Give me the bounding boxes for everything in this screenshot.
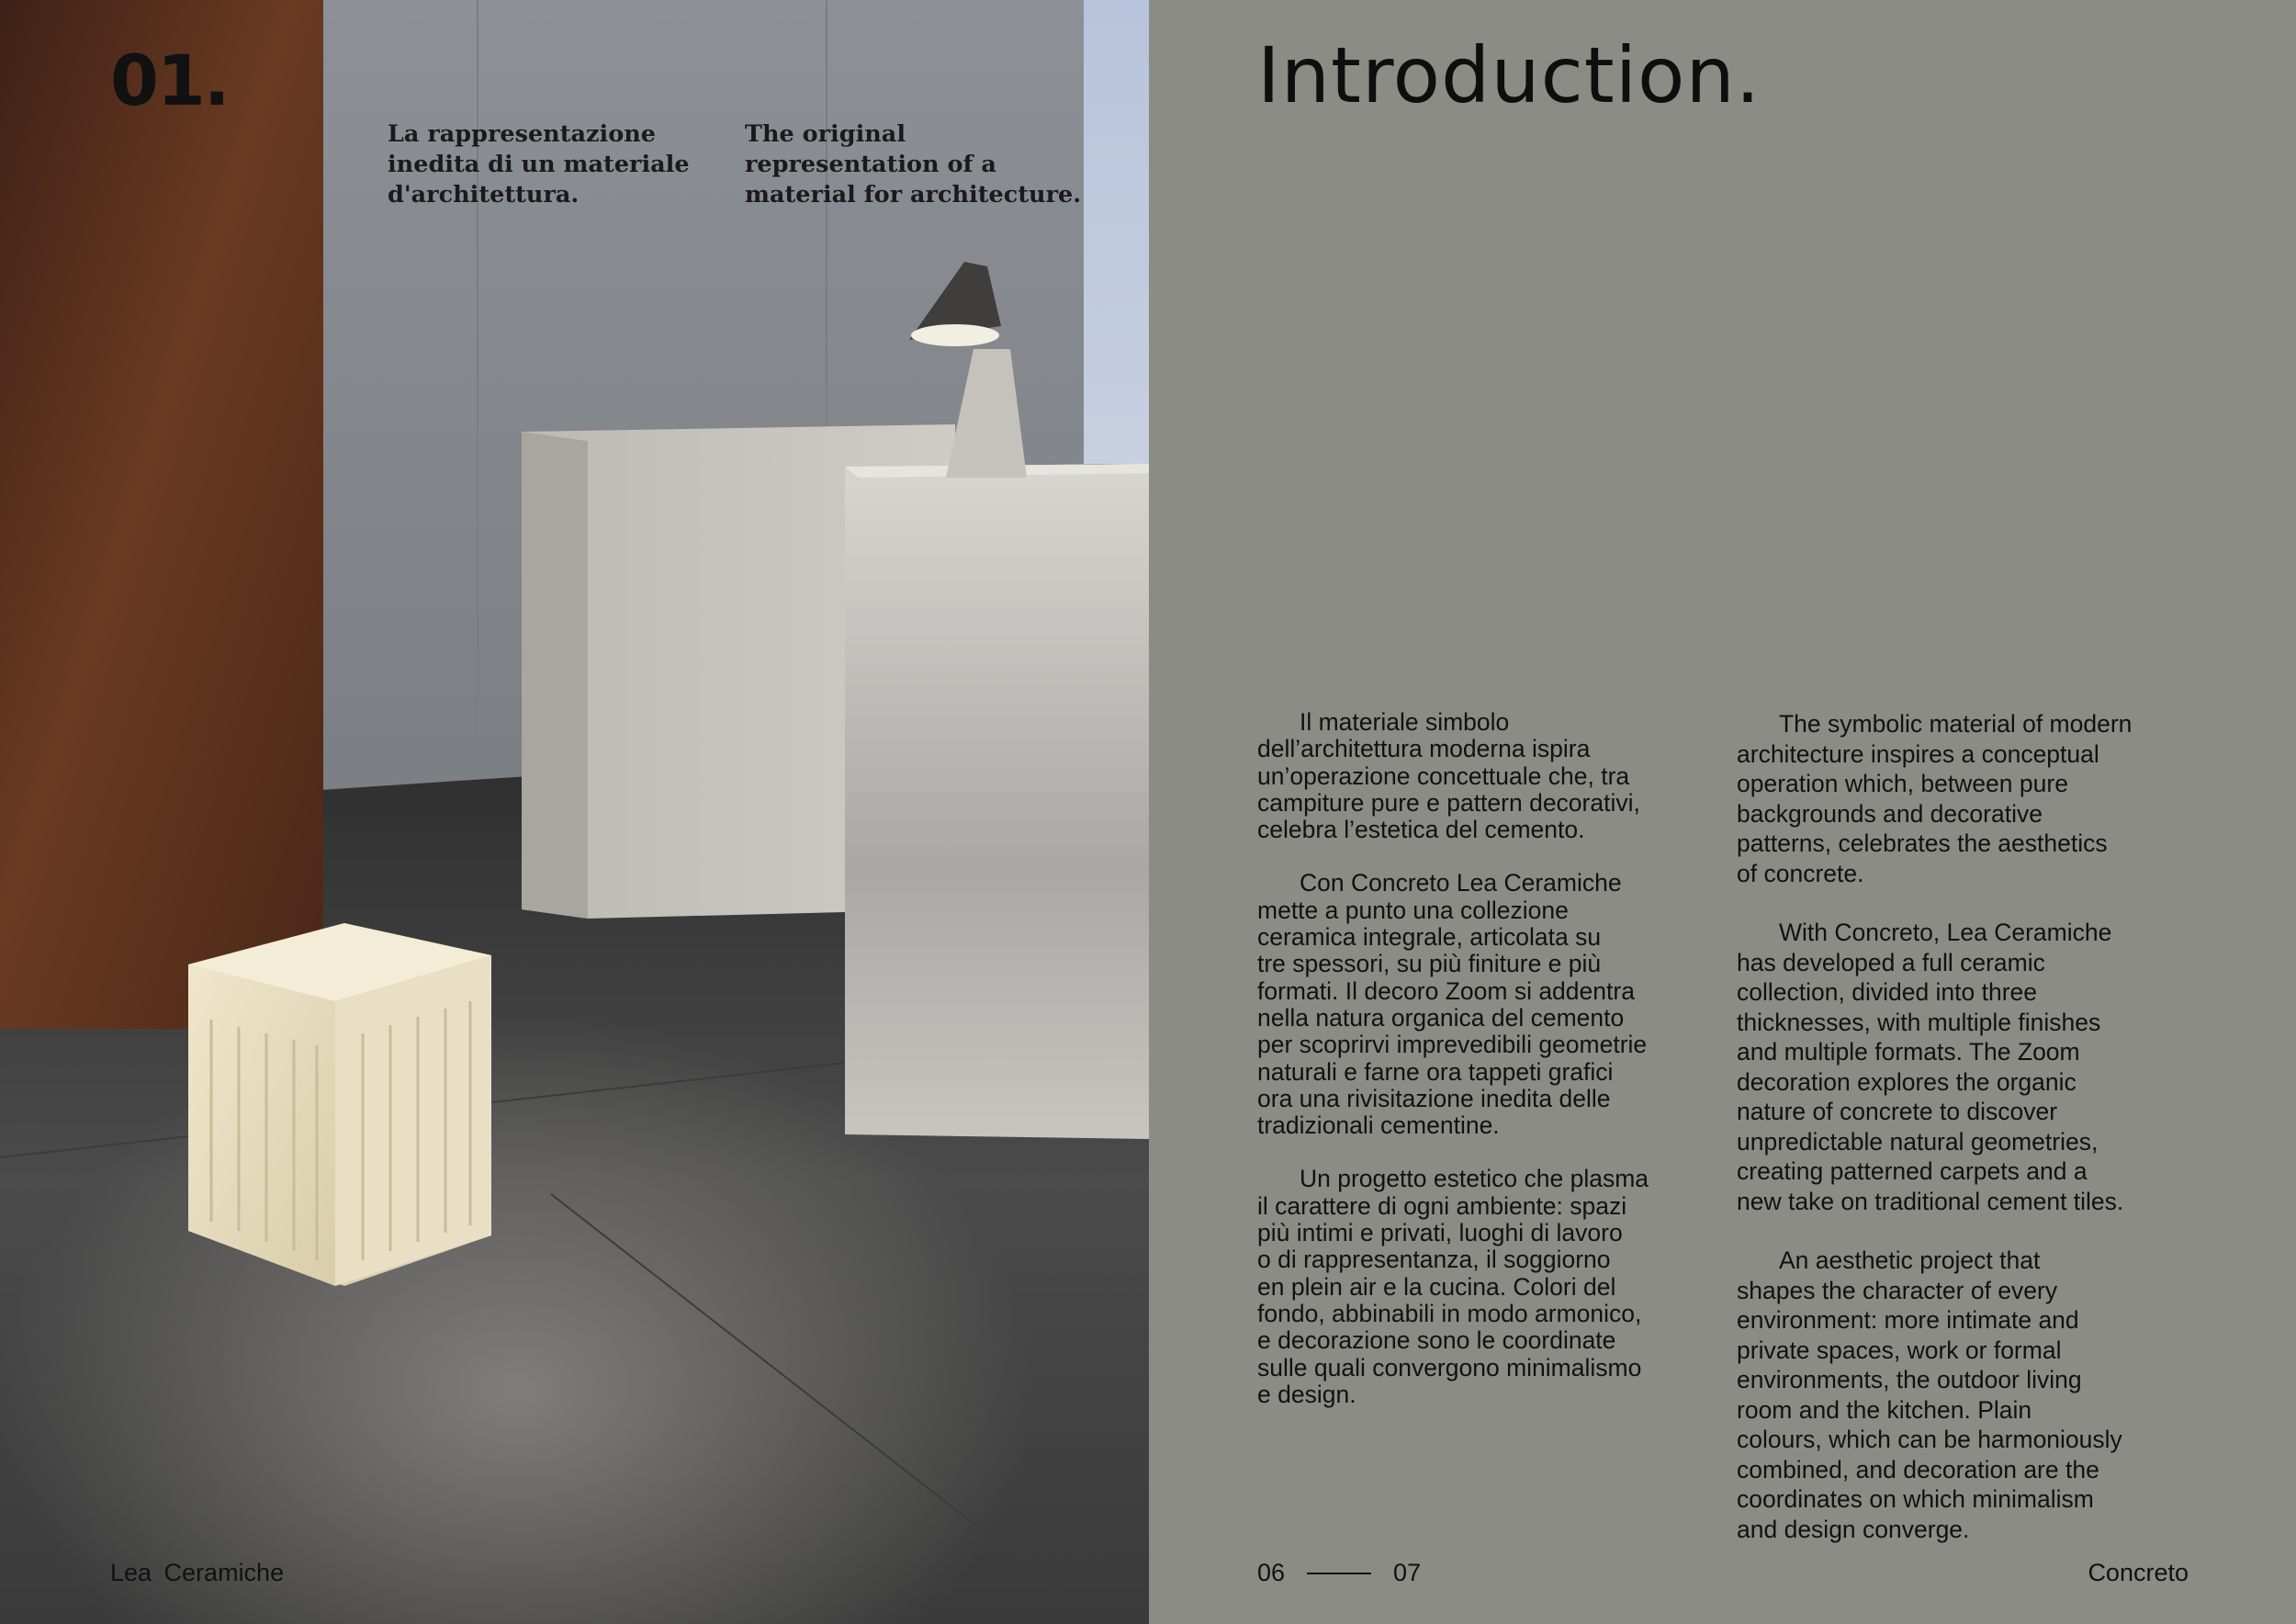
english-text-column bbox=[1737, 709, 2214, 1573]
page-numbers bbox=[1257, 1559, 1421, 1587]
italian-paragraph: Il materiale simbolo dell’architettura moderna ispira un’operazione concettuale che, tra campiture pure e pattern decorativi, celebra l’estetica del cemento. bbox=[1257, 708, 1640, 844]
right-page bbox=[1149, 0, 2296, 1624]
english-paragraph: With Concreto, Lea Ceramiche has developed a full ceramic collection, divided into three thicknesses, with multiple finishes and multiple formats. The Zoom decoration explores the organic nature of concrete to discover unpredictable natural geometries, creating patterned carpets and a new take on traditional cement tiles. bbox=[1737, 919, 2124, 1215]
italian-paragraph: Un progetto estetico che plasma il carattere di ogni ambiente: spazi più intimi e privati, luoghi di lavoro o di rappresentanza, il soggiorno en plein air e la cucina. Colori del fondo, abbinabili in modo armonico, e decorazione sono le coordinate sulle quali convergono minimalismo e design. bbox=[1257, 1165, 1649, 1408]
page-divider bbox=[1307, 1573, 1371, 1574]
section-number: 01. bbox=[110, 39, 229, 121]
page-number-left: 06 bbox=[1257, 1559, 1286, 1586]
italian-paragraph: Con Concreto Lea Ceramiche mette a punto una collezione ceramica integrale, articolata su tre spessori, su più finiture e più formati. Il decoro Zoom si addentra nella natura organica del cemento per scoprirvi imprevedibili geometrie naturali e farne ora tappeti grafici ora una rivisitazione inedita delle tradizionali cementine. bbox=[1257, 869, 1648, 1140]
footer-brand: Lea Ceramiche bbox=[110, 1559, 285, 1586]
english-paragraph: The symbolic material of modern architecture inspires a conceptual operation which, between pure backgrounds and decorative patterns, celebrates the aesthetics of concrete. bbox=[1737, 710, 2133, 887]
english-paragraph: An aesthetic project that shapes the character of every environment: more intimate and private spaces, work or formal environments, the outdoor living room and the kitchen. Plain colours, which can be harmoniously combined, and decoration are the coordinates on which minimalism and design converge. bbox=[1737, 1246, 2122, 1543]
page-number-right: 07 bbox=[1393, 1559, 1422, 1586]
italian-text-column bbox=[1257, 709, 1716, 1435]
page-title: Introduction. bbox=[1257, 30, 1761, 120]
caption-english: The original representation of a material for architecture. bbox=[745, 120, 1082, 209]
caption-italian: La rappresentazione inedita di un materiale d'architettura. bbox=[388, 120, 690, 209]
footer-series: Concreto bbox=[2088, 1559, 2189, 1586]
